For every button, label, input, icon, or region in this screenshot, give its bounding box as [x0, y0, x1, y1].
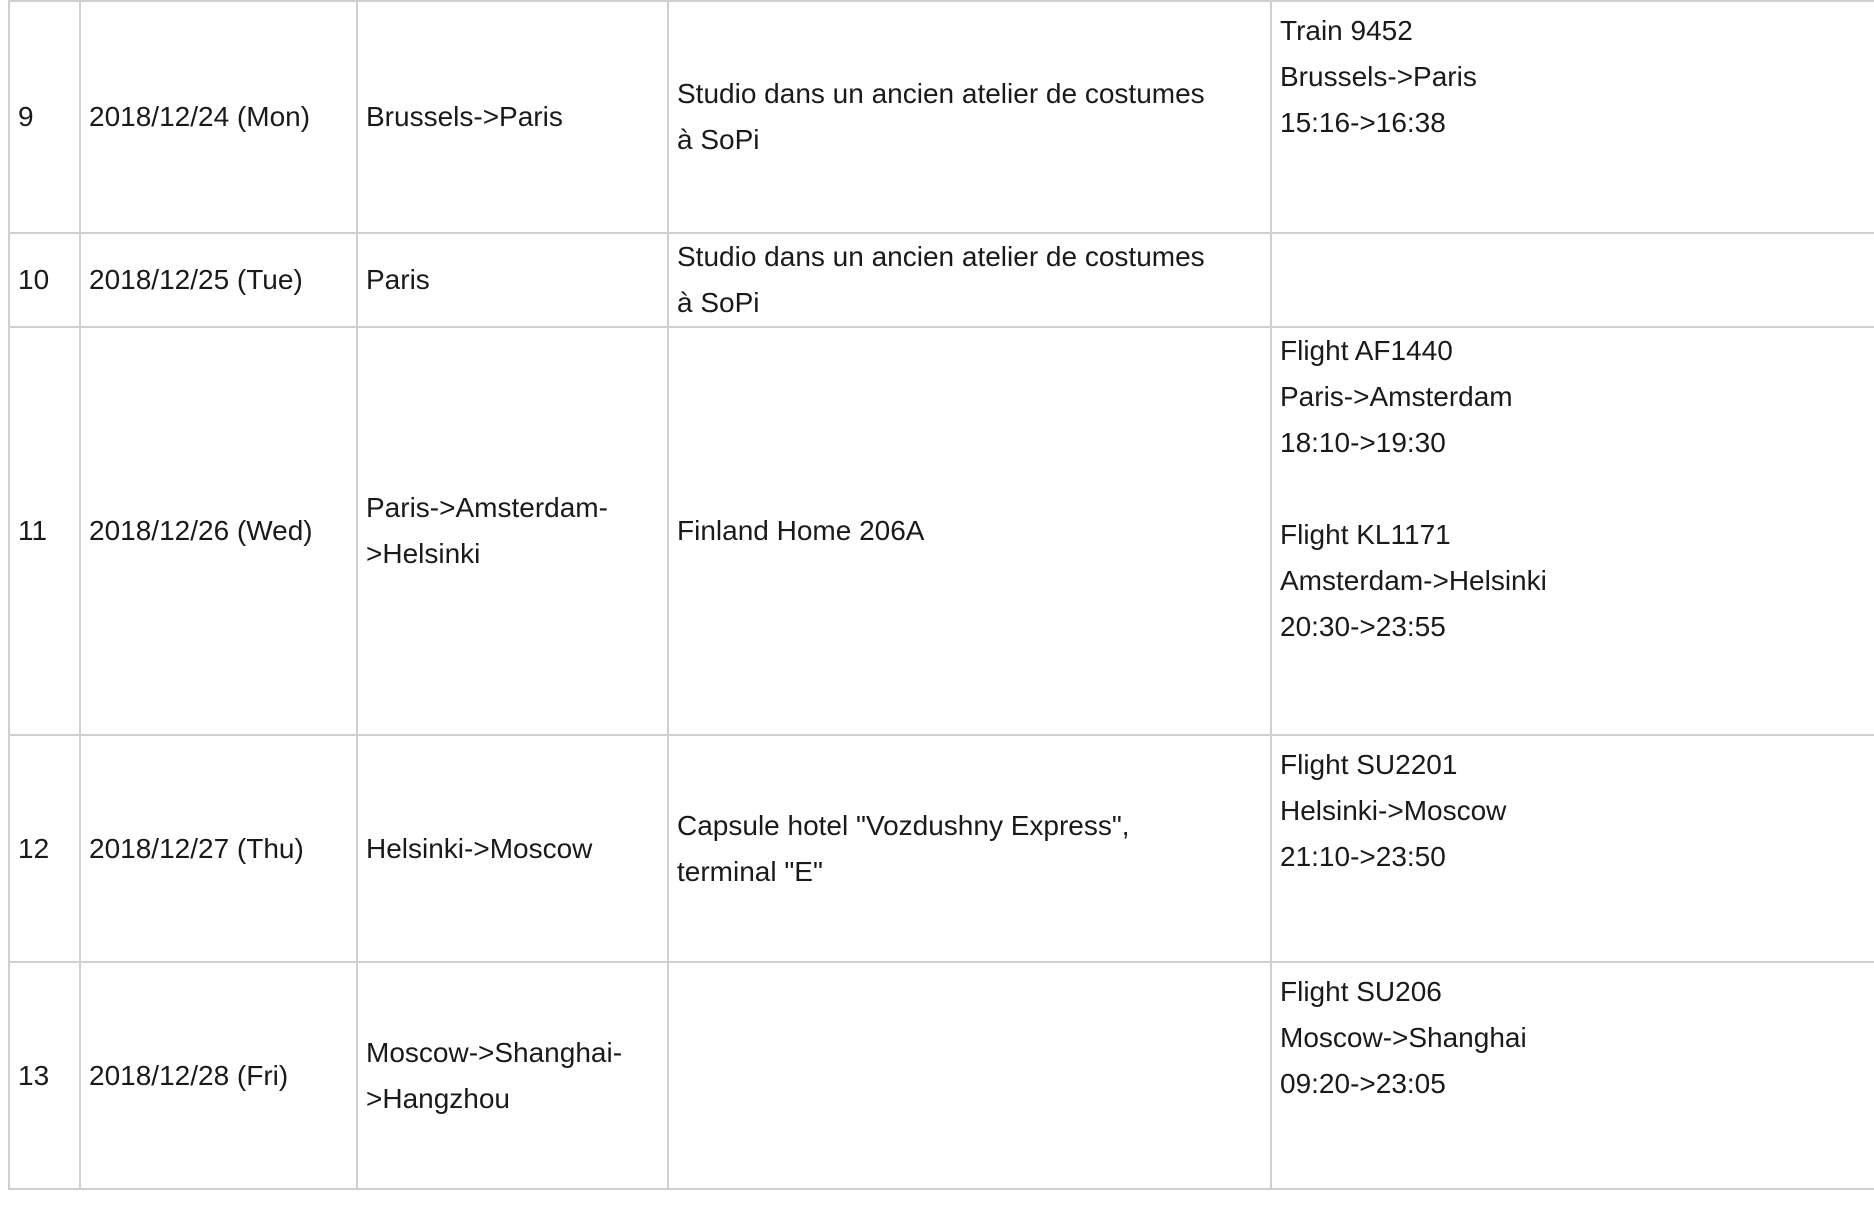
table-row	[9, 327, 1874, 735]
stay-cell	[668, 735, 1271, 962]
day-cell	[9, 233, 80, 327]
table-row	[9, 962, 1874, 1189]
transport-cell	[1271, 735, 1874, 962]
date-text: 2018/12/24 (Mon)	[89, 101, 311, 132]
date-cell	[80, 1, 357, 233]
route-text: Brussels->Paris	[366, 101, 563, 132]
stay-text: Capsule hotel "Vozdushny Express",	[677, 809, 1130, 841]
transport-cell	[1271, 1, 1874, 233]
day-number: 10	[18, 264, 50, 295]
transport-line: 15:16->16:38	[1280, 107, 1446, 138]
stay-text: à SoPi	[677, 124, 760, 155]
date-text: 2018/12/27 (Thu)	[89, 832, 304, 864]
stay-text: à SoPi	[677, 287, 760, 318]
transport-line: 09:20->23:05	[1280, 1068, 1446, 1099]
stay-cell	[668, 327, 1271, 735]
stay-cell	[668, 233, 1271, 327]
route-text: >Helsinki	[366, 538, 481, 569]
stay-text: Studio dans un ancien atelier de costumes	[677, 78, 1205, 109]
date-text: 2018/12/25 (Tue)	[89, 264, 303, 295]
table-row	[9, 735, 1874, 962]
date-cell	[80, 735, 357, 962]
day-number: 12	[18, 832, 50, 864]
route-cell	[357, 962, 668, 1189]
itinerary-table	[8, 0, 1874, 1190]
day-cell	[9, 327, 80, 735]
transport-cell	[1271, 233, 1874, 327]
date-text: 2018/12/28 (Fri)	[89, 1059, 289, 1091]
date-text: 2018/12/26 (Wed)	[89, 515, 313, 546]
table-row	[9, 233, 1874, 327]
transport-line: Flight SU2201	[1280, 749, 1458, 780]
table-row	[9, 1, 1874, 233]
transport-line: Flight SU206	[1280, 976, 1442, 1007]
stay-text: Studio dans un ancien atelier de costumes	[677, 241, 1205, 272]
day-cell	[9, 1, 80, 233]
transport-line: Paris->Amsterdam	[1280, 381, 1513, 412]
transport-line: Brussels->Paris	[1280, 61, 1477, 92]
transport-line: Train 9452	[1280, 15, 1413, 46]
route-cell	[357, 327, 668, 735]
transport-line: Flight KL1171	[1280, 519, 1451, 550]
date-cell	[80, 962, 357, 1189]
day-cell	[9, 962, 80, 1189]
day-cell	[9, 735, 80, 962]
transport-line: Flight AF1440	[1280, 335, 1453, 366]
date-cell	[80, 233, 357, 327]
route-text: Paris->Amsterdam-	[366, 492, 608, 523]
transport-line: Moscow->Shanghai	[1280, 1022, 1527, 1053]
route-cell	[357, 233, 668, 327]
date-cell	[80, 327, 357, 735]
stay-text: terminal "E"	[677, 855, 823, 887]
transport-line: Helsinki->Moscow	[1280, 795, 1507, 826]
transport-line: Amsterdam->Helsinki	[1280, 565, 1547, 596]
day-number: 13	[18, 1059, 50, 1091]
route-text: Moscow->Shanghai-	[366, 1036, 623, 1068]
stay-cell	[668, 962, 1271, 1189]
stay-text: Finland Home 206A	[677, 515, 925, 546]
transport-line: 21:10->23:50	[1280, 841, 1446, 872]
route-cell	[357, 1, 668, 233]
route-cell	[357, 735, 668, 962]
transport-cell	[1271, 327, 1874, 735]
route-text: >Hangzhou	[366, 1082, 511, 1114]
transport-cell	[1271, 962, 1874, 1189]
transport-line: 18:10->19:30	[1280, 427, 1446, 458]
day-number: 11	[18, 515, 48, 546]
transport-line: 20:30->23:55	[1280, 611, 1446, 642]
stay-cell	[668, 1, 1271, 233]
route-text: Helsinki->Moscow	[366, 832, 593, 864]
day-number: 9	[18, 101, 34, 132]
transport-spacer	[1280, 466, 1867, 512]
route-text: Paris	[366, 264, 430, 295]
